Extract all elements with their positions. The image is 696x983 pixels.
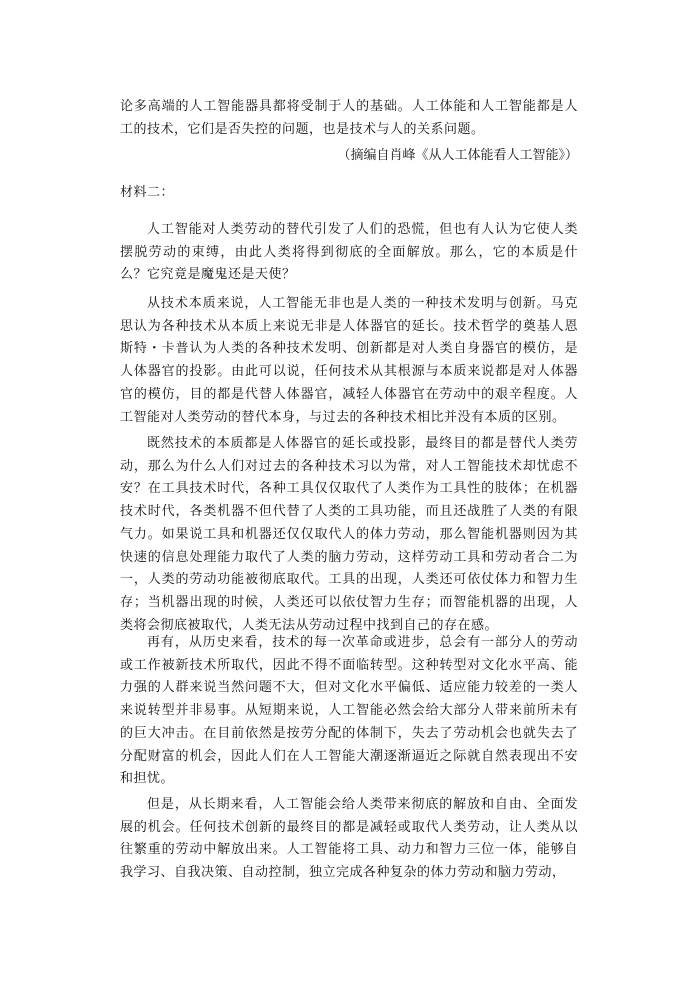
paragraph-3: 既然技术的本质都是人体器官的延长或投影，最终目的都是替代人类劳动，那么为什么人们对过去的各种技术习以为常，对人工智能技术却忧虑不安？在工具技术时代，各种工具仅仅取代了人类作为工具性的肢体；在机器技术时代，各类机器不但代替了人类的工具功能，而且还战胜了人类的有限气力。如果说工具和机器还仅仅取代人的体力劳动，那么智能机器则因为其快速的信息处理能力取代了人类的脑力劳动，这样劳动工具和劳动者合二为一，人类的劳动功能被彻底取代。工具的出现，人类还可依仗体力和智力生存；当机器出现的时候，人类还可以依仗智力生存；而智能机器的出现，人类将会彻底被取代，人类无法从劳动过程中找到自己的存在感。	[120, 436, 578, 633]
paragraph-intro: 论多高端的人工智能器具都将受制于人的基础。人工体能和人工智能都是人工的技术，它们是否失控的问题，也是技术与人的关系问题。	[120, 99, 578, 137]
paragraph-1: 人工智能对人类劳动的替代引发了人们的恐慌，但也有人认为它使人类摆脱劳动的束缚，由此人类将得到彻底的全面解放。那么，它的本质是什么？它究竟是魔鬼还是天使？	[120, 222, 578, 283]
paragraph-4: 再有，从历史来看，技术的每一次革命或进步，总会有一部分人的劳动或工作被新技术所取代，因此不得不面临转型。这种转型对文化水平高、能力强的人群来说当然问题不大，但对文化水平偏低、适应能力较差的一类人来说转型并非易事。从短期来说，人工智能必然会给大部分人带来前所未有的巨大冲击。在目前依然是按劳分配的体制下，失去了劳动机会也就失去了分配财富的机会，因此人们在人工智能大潮逐渐逼近之际就自然表现出不安和担忧。	[120, 635, 578, 787]
paragraph-5: 但是，从长期来看，人工智能会给人类带来彻底的解放和自由、全面发展的机会。任何技术创新的最终目的都是减轻或取代人类劳动，让人类从以往繁重的劳动中解放出来。人工智能将工具、动力和智力三位一体，能够自我学习、自我决策、自动控制，独立完成各种复杂的体力劳动和脑力劳动，	[120, 797, 578, 881]
material-heading: 材料二：	[120, 185, 175, 200]
source-citation: （摘编自肖峰《从人工体能看人工智能》）	[337, 148, 578, 163]
paragraph-2: 从技术本质来说，人工智能无非也是人类的一种技术发明与创新。马克思认为各种技术从本质上来说无非是人体器官的延长。技术哲学的奠基人恩斯特・卡普认为人类的各种技术发明、创新都是对人类自身器官的模仿，是人体器官的投影。由此可以说，任何技术从其根源与本质来说都是对人体器官的模仿，目的都是代替人体器官，减轻人体器官在劳动中的艰辛程度。人工智能对人类劳动的替代本身，与过去的各种技术相比并没有本质的区别。	[120, 296, 578, 425]
